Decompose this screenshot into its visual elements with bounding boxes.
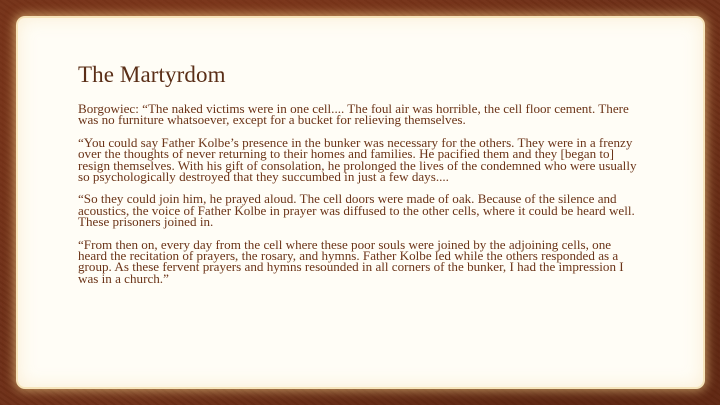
slide-title: The Martyrdom [78,62,226,87]
slide-body [78,103,643,295]
paragraph-prayed-aloud: “So they could join him, he prayed aloud. The cell doors were made of oak. Because of the silence and acoustics, the voice of Father Kolbe in prayer was diffused to the other cells, where it could be heard well. These prisoners joined in. [78,191,635,230]
paragraph-kolbe-presence: “You could say Father Kolbe’s presence in the bunker was necessary for the others. They were in a frenzy over the thoughts of never returning to their homes and families. He pacified them and they [began to] resign themselves. With his gift of consolation, he prolonged the lives of the condemned who were usually so psychologically destroyed that they succumbed in just a few days.... [78,134,637,185]
paragraph-daily-prayers: “From then on, every day from the cell where these poor souls were joined by the adjoining cells, one heard the recitation of prayers, the rosary, and hymns. Father Kolbe led while the others responded as a group. As these fervent prayers and hymns resounded in all corners of the bunker, I had the impression I was in a church.” [78,236,624,286]
paragraph-borgowiec-intro: Borgowiec: “The naked victims were in one cell.... The foul air was horrible, the cell floor cement. There was no furniture whatsoever, except for a bucket for relieving themselves. [78,101,629,128]
